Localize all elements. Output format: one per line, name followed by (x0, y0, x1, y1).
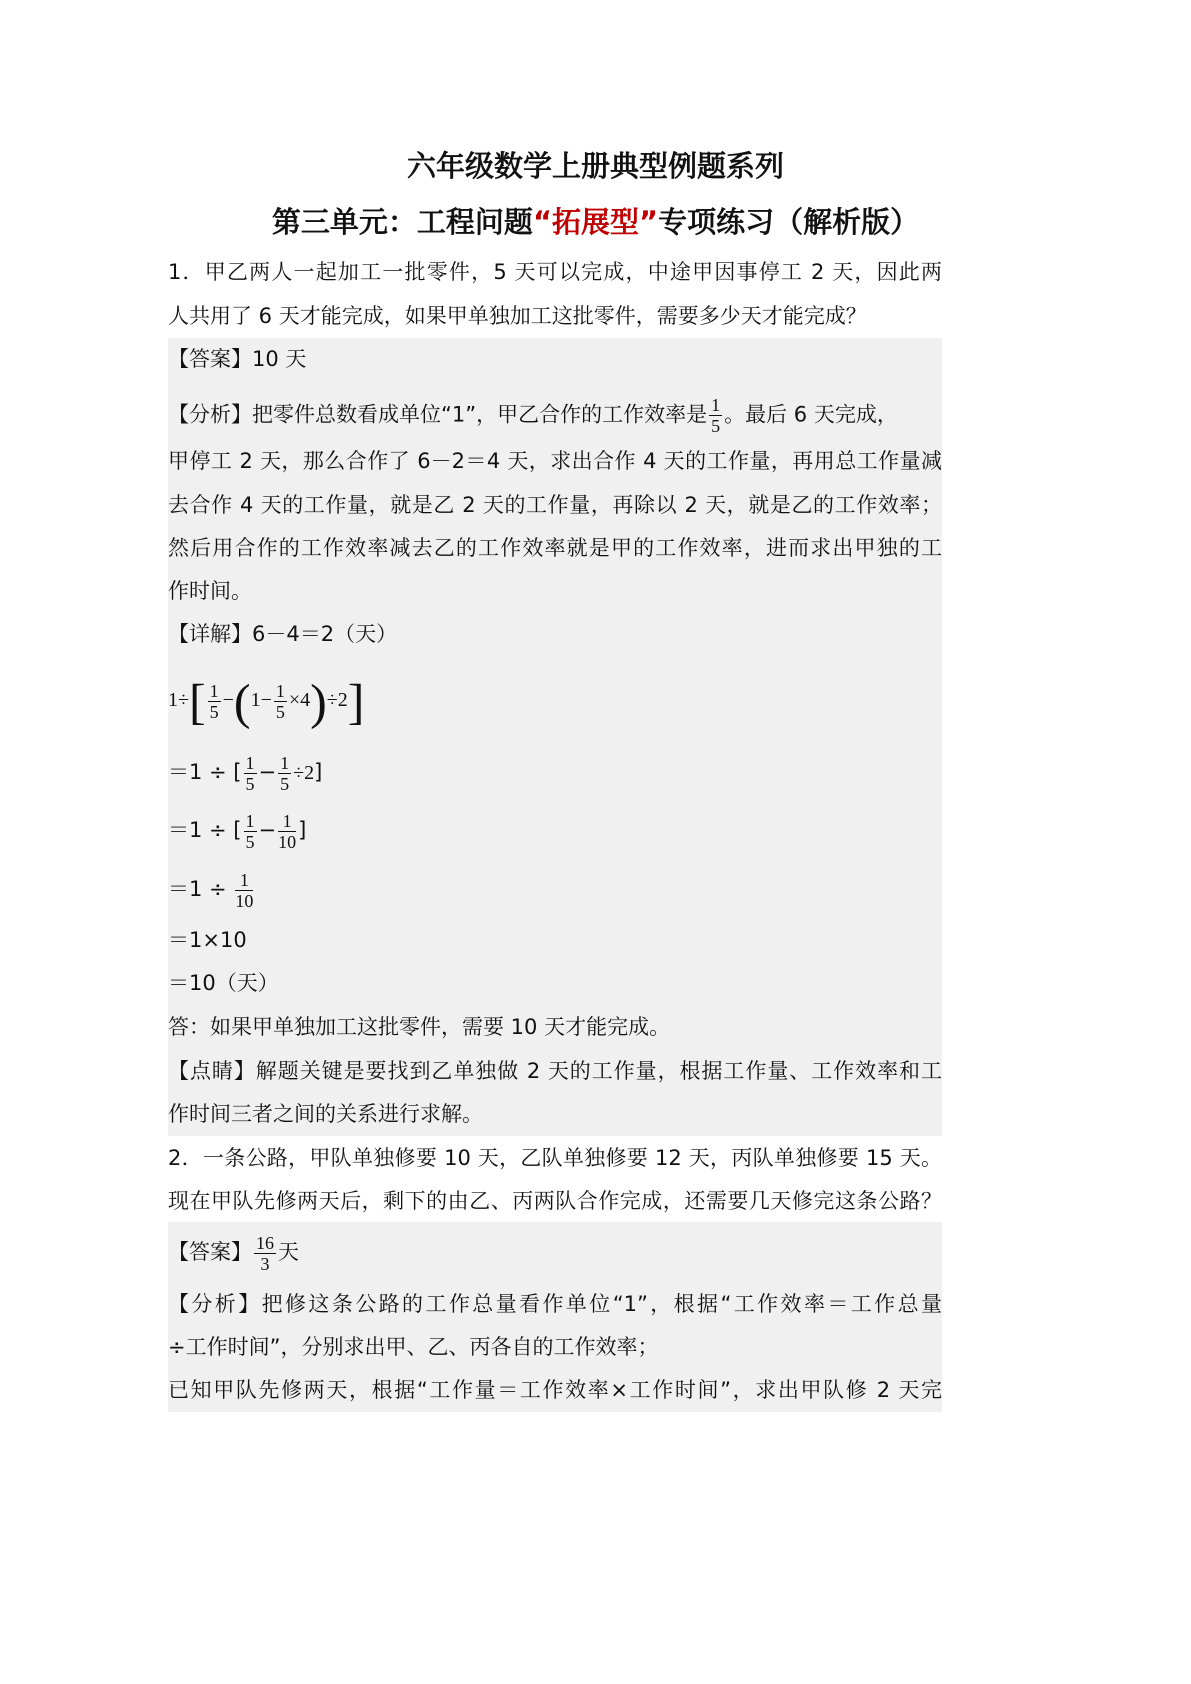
answer-2 (168, 1232, 942, 1274)
analysis-2-line: 【分析】把修这条公路的工作总量看作单位“1”，根据“工作效率＝工作总量 (168, 1292, 942, 1316)
formula-step: ＝1 ÷ $\frac{1}{10}$ (168, 869, 254, 911)
tip-1-line: 作时间三者之间的关系进行求解。 (168, 1102, 483, 1126)
answer-unit: 天 (278, 1240, 299, 1264)
detail-1: 【详解】6－4＝2（天） (168, 622, 398, 646)
question-1-line: 人共用了 6 天才能完成，如果甲单独加工这批零件，需要多少天才能完成？ (168, 304, 867, 328)
analysis-1-line: 作时间。 (168, 579, 252, 603)
fraction: $\frac{1}{5}$ (711, 395, 721, 436)
tip-1-line: 【点睛】解题关键是要找到乙单独做 2 天的工作量，根据工作量、工作效率和工 (168, 1059, 942, 1083)
answer-1: 【答案】10 天 (168, 347, 307, 371)
analysis-1-line: 然后用合作的工作效率减去乙的工作效率就是甲的工作效率，进而求出甲独的工 (168, 536, 942, 560)
page-subtitle (0, 200, 1191, 241)
subtitle-highlight: “拓展型” (532, 205, 659, 239)
subtitle-post: 专项练习（解析版） (658, 205, 920, 239)
question-1-line: 1．甲乙两人一起加工一批零件，5 天可以完成，中途甲因事停工 2 天，因此两 (168, 260, 942, 284)
fraction (254, 1233, 276, 1274)
denominator: 3 (260, 1253, 270, 1274)
analysis-text: 【分析】把零件总数看成单位“1”，甲乙合作的工作效率是 (168, 402, 708, 427)
formula-step: ＝10（天） (168, 971, 279, 995)
answer-label: 【答案】 (168, 1240, 252, 1264)
analysis-2-line: ÷工作时间”，分别求出甲、乙、丙各自的工作效率； (168, 1335, 659, 1359)
question-2-line: 现在甲队先修两天后，剩下的由乙、丙两队合作完成，还需要几天修完这条公路？ (168, 1189, 942, 1213)
analysis-2-line: 已知甲队先修两天，根据“工作量＝工作效率×工作时间”，求出甲队修 2 天完 (168, 1378, 942, 1402)
numerator: 16 (256, 1232, 274, 1253)
subtitle-pre: 第三单元：工程问题 (271, 205, 533, 239)
formula-step: ＝1 ÷ [ $\frac{1}{5}$ − $\frac{1}{5}$ ÷2] (168, 752, 323, 794)
analysis-text: 。最后 6 天完成， (724, 402, 898, 427)
conclusion-1: 答：如果甲单独加工这批零件，需要 10 天才能完成。 (168, 1015, 671, 1039)
analysis-1-line: 甲停工 2 天，那么合作了 6－2＝4 天，求出合作 4 天的工作量，再用总工作量减 (168, 449, 942, 473)
analysis-1-line: 去合作 4 天的工作量，就是乙 2 天的工作量，再除以 2 天，就是乙的工作效率； (168, 493, 942, 517)
analysis-1-line (168, 395, 942, 436)
formula-step: ＝1 ÷ [ $\frac{1}{5}$ − $\frac{1}{10}$ ] (168, 810, 307, 852)
question-2-line: 2．一条公路，甲队单独修要 10 天，乙队单独修要 12 天，丙队单独修要 15 天。 (168, 1146, 942, 1170)
formula-1: 1÷[ $\frac{1}{5}$ −(1− $\frac{1}{5}$ ×4)÷2] (168, 673, 365, 730)
formula-step: ＝1×10 (168, 928, 247, 952)
page-title: 六年级数学上册典型例题系列 (406, 149, 784, 183)
